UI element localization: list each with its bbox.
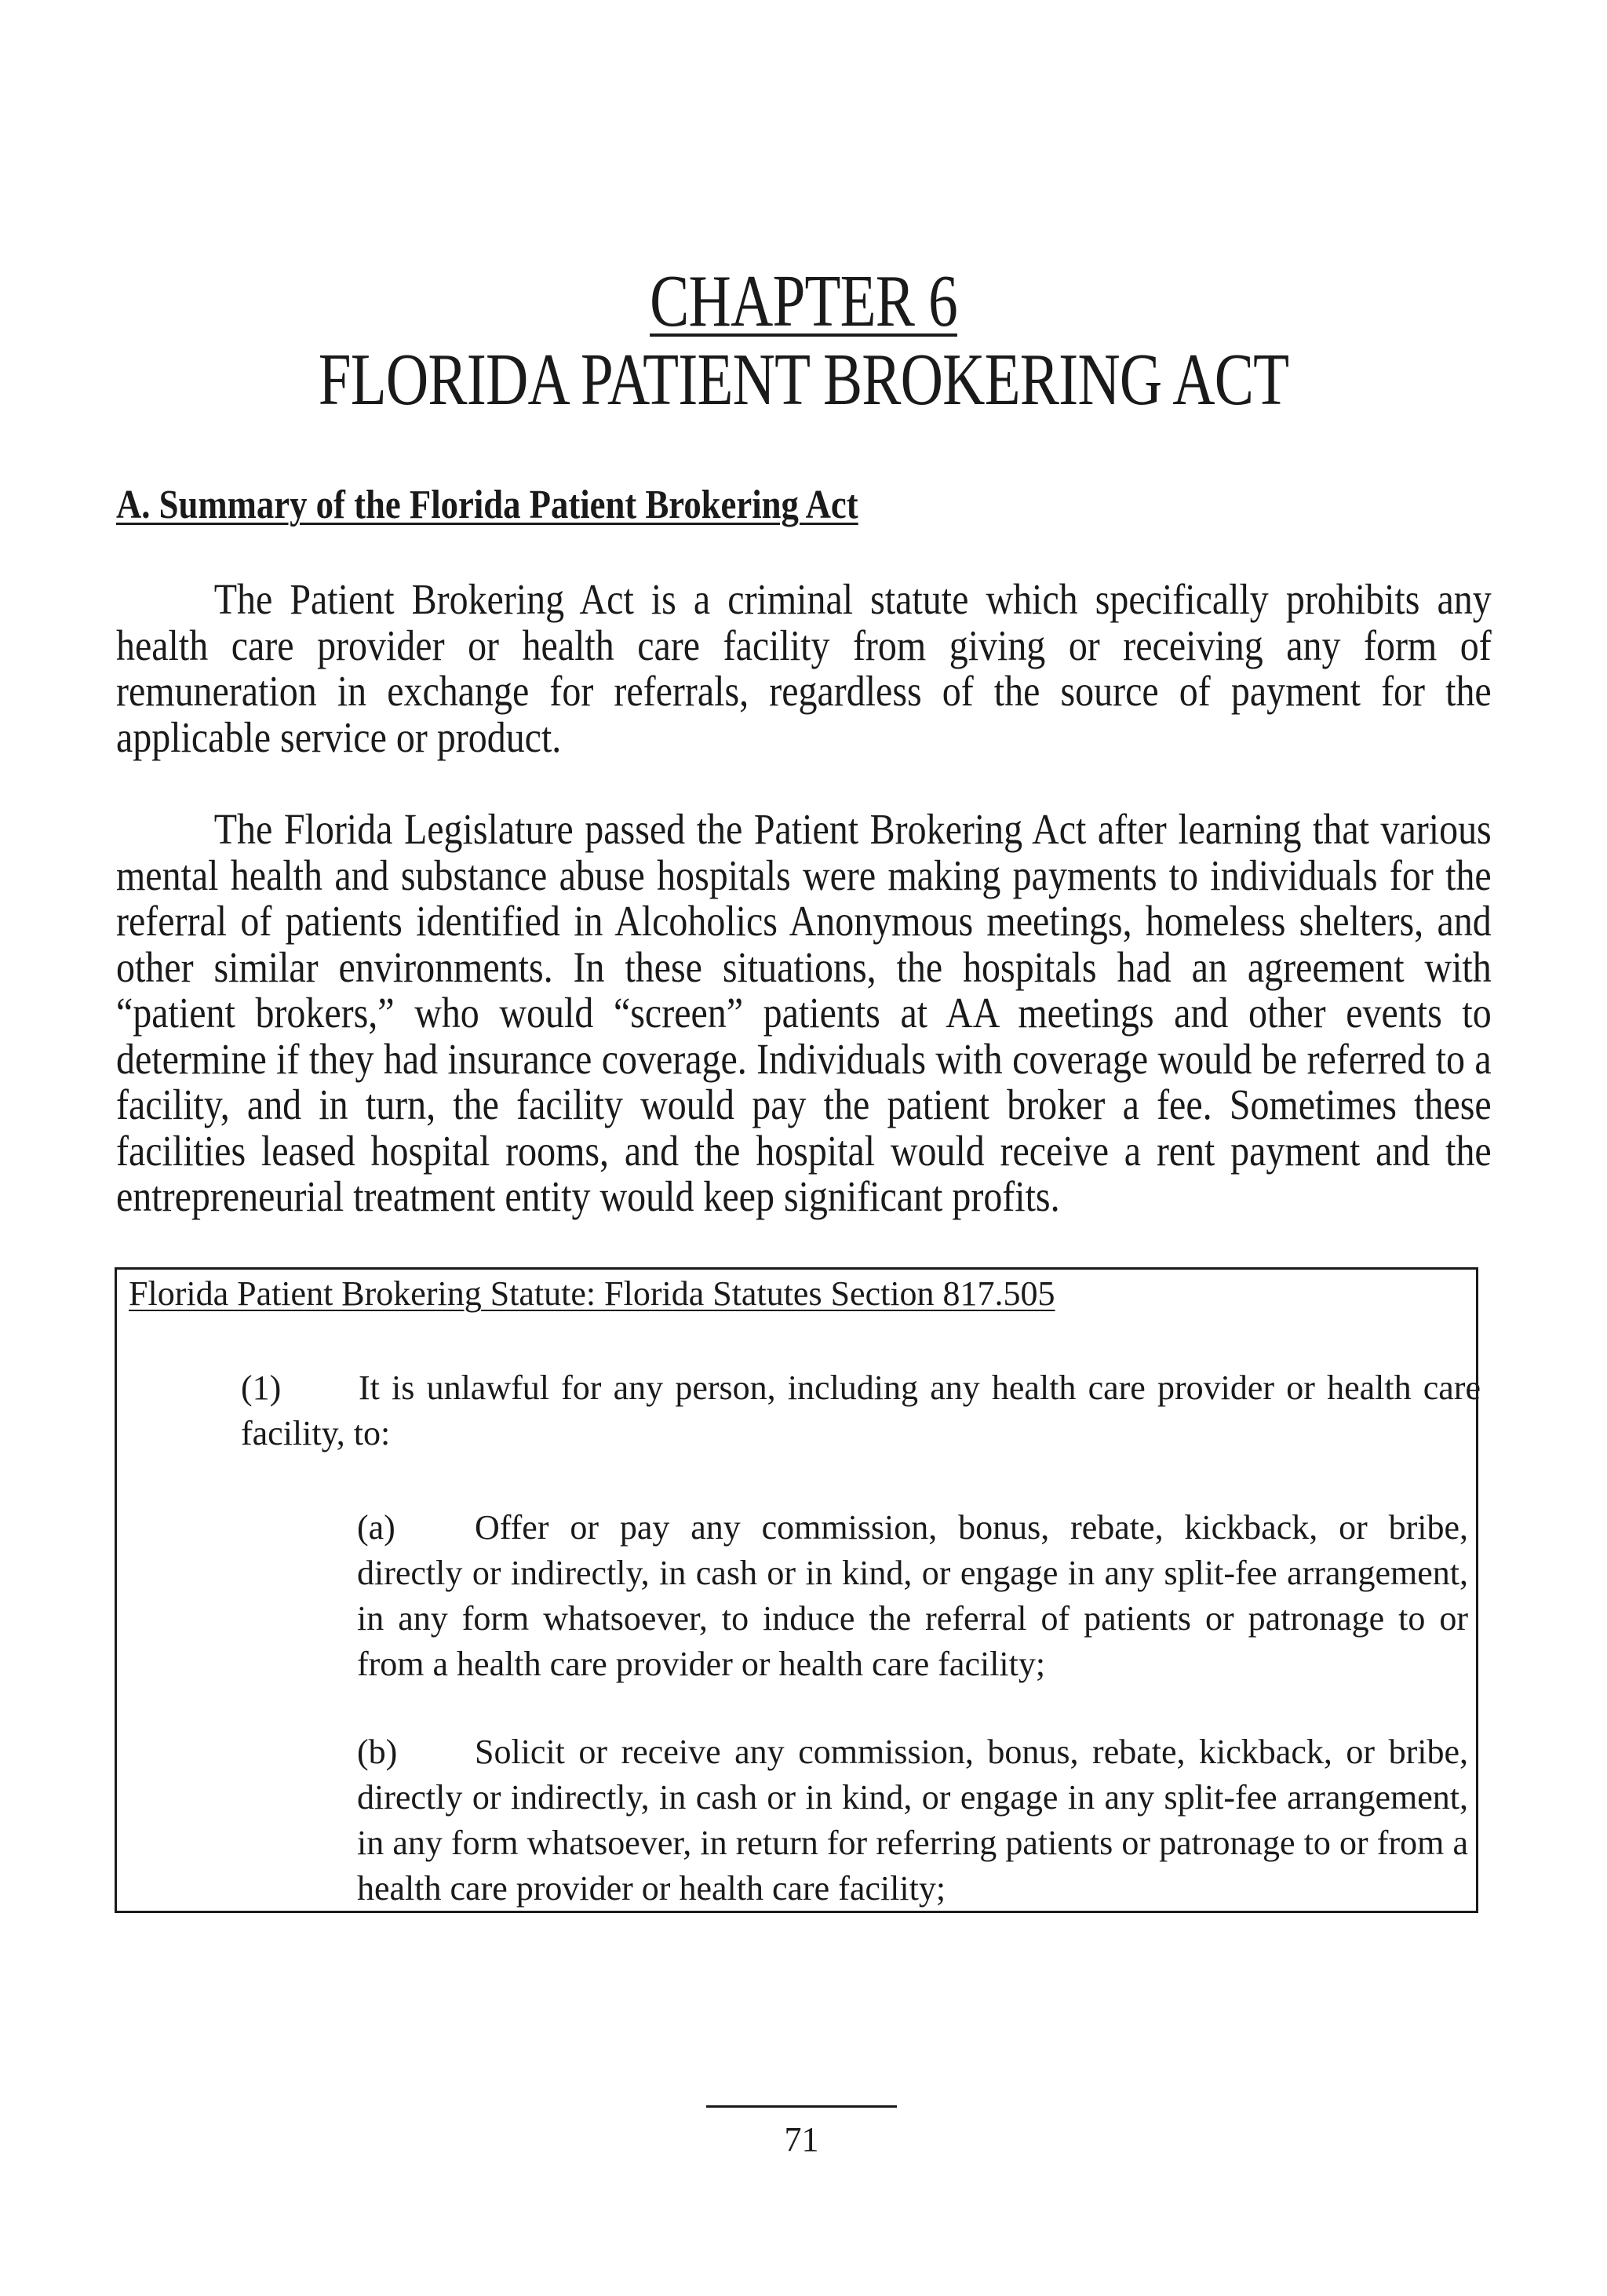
clause-label: (a) (357, 1508, 395, 1547)
chapter-title: FLORIDA PATIENT BROKERING ACT (318, 339, 1289, 421)
statute-clause-a (357, 1505, 1468, 1687)
clause-text: It is unlawful for any person, including any health care provider or health care facility, to: (241, 1368, 1481, 1452)
clause-text: Offer or pay any commission, bonus, rebate, kickback, or bribe, directly or indirectly, in cash or in kind, or engage in any split-fee arrangement, in any form whatsoever, to induce the referral of patients or patronage to or from a health care provider or health care facility; (357, 1508, 1468, 1683)
clause-label: (1) (241, 1368, 282, 1407)
body-paragraph: The Patient Brokering Act is a criminal statute which specifically prohibits any health care provider or health care facility from giving or receiving any form of remuneration in exchange for referrals, regardless of the source of payment for the applicable service or product. (116, 575, 1492, 761)
page-number: 71 (784, 2120, 819, 2159)
chapter-number: CHAPTER 6 (650, 261, 957, 342)
clause-text: Solicit or receive any commission, bonus, rebate, kickback, or bribe, directly or indirectly, in cash or in kind, or engage in any split-fee arrangement, in any form whatsoever, in return for referring patients or patronage to or from a health care provider or health care facility; (357, 1733, 1468, 1908)
footer-rule (706, 2105, 897, 2108)
statute-clause-1 (241, 1365, 1481, 1456)
body-paragraph: The Florida Legislature passed the Patient Brokering Act after learning that various mental health and substance abuse hospitals were making payments to individuals for the referral of patients identified in Alcoholics Anonymous meetings, homeless shelters, and other similar environments. In these situations, the hospitals had an agreement with “patient brokers,” who would “screen” patients at AA meetings and other events to determine if they had insurance coverage. Individuals with coverage would be referred to a facility, and in turn, the facility would pay the patient broker a fee. Sometimes these facilities leased hospital rooms, and the hospital would receive a rent payment and the entrepreneurial treatment entity would keep significant profits. (116, 805, 1492, 1220)
statute-title: Florida Patient Brokering Statute: Florida Statutes Section 817.505 (129, 1274, 1055, 1313)
section-heading: A. Summary of the Florida Patient Brokering Act (116, 483, 858, 527)
statute-clause-b (357, 1729, 1468, 1912)
clause-label: (b) (357, 1733, 398, 1771)
